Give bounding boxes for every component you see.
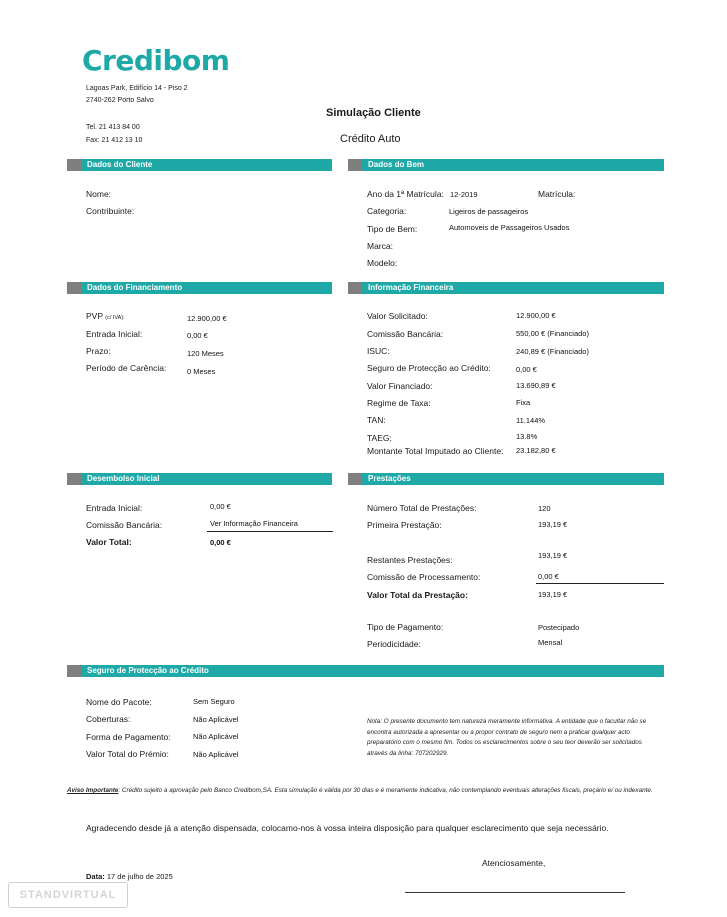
info-value: 0,00 € xyxy=(516,365,537,374)
tipo-pagamento-value: Postecipado xyxy=(538,623,580,632)
modelo-label: Modelo: xyxy=(367,258,398,268)
pacote-value: Sem Seguro xyxy=(193,697,235,706)
info-value: 12.900,00 € xyxy=(516,311,556,320)
premio-label: Valor Total do Prémio: xyxy=(86,749,169,759)
watermark-logo: STANDVIRTUAL xyxy=(8,882,128,908)
pvp-label xyxy=(86,311,125,321)
forma-pagamento-label: Forma de Pagamento: xyxy=(86,732,171,742)
premio-value: Não Aplicável xyxy=(193,750,239,759)
desembolso-entrada-label: Entrada Inicial: xyxy=(86,503,143,513)
section-title: Dados do Bem xyxy=(368,160,425,169)
info-label: Montante Total Imputado ao Cliente: xyxy=(367,446,504,456)
section-stub xyxy=(67,159,81,171)
tipo-bem-value: Automoveis de Passageiros Usados xyxy=(449,223,570,232)
date-line xyxy=(86,872,173,881)
section-title: Seguro de Protecção ao Crédito xyxy=(87,666,209,675)
section-title: Dados do Financiamento xyxy=(87,283,183,292)
info-value: 11.144% xyxy=(516,416,546,425)
restantes-prestacoes-value: 193,19 € xyxy=(538,551,568,560)
info-label: Valor Solicitado: xyxy=(367,311,428,321)
info-label: Regime de Taxa: xyxy=(367,398,431,408)
section-title: Prestações xyxy=(368,474,411,483)
info-label: Valor Financiado: xyxy=(367,381,433,391)
tipo-bem-label: Tipo de Bem: xyxy=(367,224,418,234)
section-title: Desembolso Inicial xyxy=(87,474,160,483)
comissao-processamento-label: Comissão de Processamento: xyxy=(367,572,481,582)
categoria-label: Categoria: xyxy=(367,206,407,216)
section-stub xyxy=(67,282,81,294)
info-value: 13.690,89 € xyxy=(516,381,556,390)
section-stub xyxy=(348,282,362,294)
section-stub xyxy=(348,473,362,485)
section-header-cliente xyxy=(67,159,332,171)
ano-matricula-value: 12-2019 xyxy=(450,190,478,199)
desembolso-total-label: Valor Total: xyxy=(86,537,132,547)
numero-prestacoes-value: 120 xyxy=(538,504,551,513)
primeira-prestacao-value: 193,19 € xyxy=(538,520,568,529)
pvp-value: 12.900,00 € xyxy=(187,314,227,323)
comissao-processamento-value: 0,00 € xyxy=(538,572,559,581)
periodicidade-value: Mensal xyxy=(538,638,563,647)
desembolso-comissao-value: Ver Informação Financeira xyxy=(210,519,298,528)
info-value: 23.182,80 € xyxy=(516,446,556,455)
info-label: ISUC: xyxy=(367,346,390,356)
section-header-seguro xyxy=(67,665,664,677)
info-value: 13.8% xyxy=(516,432,538,441)
section-header-desembolso xyxy=(67,473,332,485)
regards-text: Atenciosamente, xyxy=(482,858,546,868)
info-label: Comissão Bancária: xyxy=(367,329,444,339)
entrada-value: 0,00 € xyxy=(187,331,208,340)
primeira-prestacao-label: Primeira Prestação: xyxy=(367,520,442,530)
info-label: TAEG: xyxy=(367,433,392,443)
thanks-text: Agradecendo desde já a atenção dispensada, colocamo-nos à vossa inteira disposição para qualquer esclarecimento que seja necessário. xyxy=(86,823,609,833)
prazo-value: 120 Meses xyxy=(187,349,224,358)
address-line2: 2740-262 Porto Salvo xyxy=(86,97,154,104)
date-label: Data: xyxy=(86,872,105,881)
section-title: Informação Financeira xyxy=(368,283,454,292)
ano-matricula-label: Ano da 1ª Matrícula: xyxy=(367,189,444,199)
prazo-label: Prazo: xyxy=(86,346,111,356)
seguro-note: Nota: O presente documento tem natureza meramente informativa. A entidade que o facultar não se encontra autorizada a apresentar ou a propor contrato de seguro nem a praticar qualquer acto preparatório com o mesmo fim. Todos os esclarecimentos sobre o seu teor deverão ser solicitados através da linha: 707202929. xyxy=(367,718,647,757)
desembolso-total-value: 0,00 € xyxy=(210,538,231,547)
restantes-prestacoes-label: Restantes Prestações: xyxy=(367,555,453,565)
date-value: 17 de julho de 2025 xyxy=(106,872,173,881)
info-value: 240,89 € (Financiado) xyxy=(516,347,589,356)
section-header-informacao xyxy=(348,282,664,294)
company-logo: Credibom xyxy=(82,44,230,77)
section-title: Dados do Cliente xyxy=(87,160,153,169)
desembolso-entrada-value: 0,00 € xyxy=(210,502,231,511)
signature-line xyxy=(405,892,625,893)
section-stub xyxy=(348,159,362,171)
nome-label: Nome: xyxy=(86,189,112,199)
info-label: Seguro de Protecção ao Crédito: xyxy=(367,363,491,373)
company-fax: Fax: 21 412 13 10 xyxy=(86,137,143,144)
pvp-suffix: (c/ IVA): xyxy=(105,315,125,321)
divider xyxy=(536,583,664,584)
section-header-prestacoes xyxy=(348,473,664,485)
coberturas-value: Não Aplicável xyxy=(193,715,239,724)
aviso-text: : Crédito sujeito a aprovação pelo Banco Credibom,SA. Esta simulação é válida por 30 dias e é meramente indicativa, não contemplando eventuais alterações fiscais, preçário e/ ou indexante. xyxy=(118,787,653,794)
aviso-importante xyxy=(67,786,664,797)
matricula-label: Matrícula: xyxy=(538,189,576,199)
pacote-label: Nome do Pacote: xyxy=(86,697,152,707)
section-header-bem xyxy=(348,159,664,171)
address-line1: Lagoas Park, Edifício 14 - Piso 2 xyxy=(86,85,188,92)
company-tel: Tel. 21 413 84 00 xyxy=(86,124,140,131)
section-header-financiamento xyxy=(67,282,332,294)
document-title: Simulação Cliente xyxy=(326,107,421,119)
section-stub xyxy=(67,473,81,485)
entrada-label: Entrada Inicial: xyxy=(86,329,143,339)
coberturas-label: Coberturas: xyxy=(86,714,131,724)
divider xyxy=(207,531,333,532)
valor-total-prestacao-label: Valor Total da Prestação: xyxy=(367,590,468,600)
periodicidade-label: Periodicidade: xyxy=(367,639,421,649)
info-value: Fixa xyxy=(516,398,531,407)
info-label: TAN: xyxy=(367,415,386,425)
aviso-label: Aviso Importante xyxy=(67,787,119,794)
info-value: 550,00 € (Financiado) xyxy=(516,329,589,338)
section-stub xyxy=(67,665,81,677)
carencia-label: Período de Carência: xyxy=(86,363,167,373)
desembolso-comissao-label: Comissão Bancária: xyxy=(86,520,163,530)
numero-prestacoes-label: Número Total de Prestações: xyxy=(367,503,477,513)
valor-total-prestacao-value: 193,19 € xyxy=(538,590,568,599)
document-subtitle: Crédito Auto xyxy=(340,133,401,145)
forma-pagamento-value: Não Aplicável xyxy=(193,732,239,741)
carencia-value: 0 Meses xyxy=(187,367,216,376)
marca-label: Marca: xyxy=(367,241,393,251)
contribuinte-label: Contribuinte: xyxy=(86,206,135,216)
tipo-pagamento-label: Tipo de Pagamento: xyxy=(367,622,444,632)
pvp-label-text: PVP xyxy=(86,311,103,321)
categoria-value: Ligeiros de passageiros xyxy=(449,207,529,216)
